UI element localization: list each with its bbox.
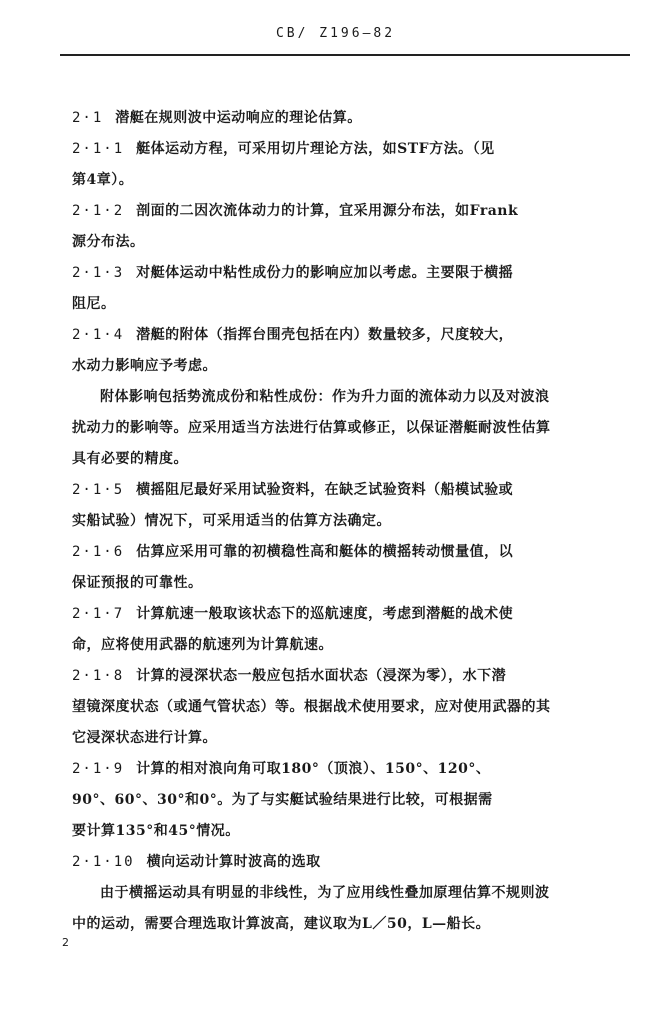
paragraph-line: 中的运动，需要合理选取计算波高，建议取为L／50，L—船长。 — [72, 916, 491, 932]
section-2-1-7 — [72, 599, 637, 661]
section-2-1 — [72, 103, 637, 134]
section-text-cont: 保证预报的可靠性。 — [72, 575, 203, 591]
section-number: 2·1·4 — [72, 327, 125, 343]
section-text: 横向运动计算时波高的选取 — [146, 854, 321, 870]
paragraph-wave-height — [72, 878, 637, 940]
section-2-1-1 — [72, 134, 637, 165]
section-text-cont: 命，应将使用武器的航速列为计算航速。 — [72, 637, 333, 653]
section-number: 2·1·5 — [72, 482, 125, 498]
section-2-1-8 — [72, 661, 637, 754]
header-rule — [60, 54, 630, 56]
section-text-cont: 要计算135°和45°情况。 — [72, 823, 240, 839]
section-number: 2·1·9 — [72, 761, 125, 777]
section-text: 潜艇的附体（指挥台围壳包括在内）数量较多，尺度较大， — [136, 327, 514, 343]
section-text-cont: 实船试验）情况下，可采用适当的估算方法确定。 — [72, 513, 391, 529]
section-2-1-5 — [72, 475, 637, 537]
section-text: 计算的浸深状态一般应包括水面状态（浸深为零），水下潜 — [136, 668, 507, 684]
section-text-cont: 90°、60°、30°和0°。为了与实艇试验结果进行比较，可根据需 — [72, 792, 493, 808]
document-code: CB/ Z196—82 — [275, 26, 396, 41]
section-text: 估算应采用可靠的初横稳性高和艇体的横摇转动惯量值，以 — [136, 544, 514, 560]
section-2-1-6 — [72, 537, 637, 599]
section-number: 2·1·2 — [72, 203, 125, 219]
paragraph-line: 附体影响包括势流成份和粘性成份：作为升力面的流体动力以及对波浪 — [100, 389, 550, 405]
section-number: 2·1 — [72, 110, 104, 126]
section-text: 艇体运动方程，可采用切片理论方法，如STF方法。（见 — [136, 141, 495, 157]
page-number: 2 — [62, 936, 69, 949]
section-text-cont: 阻尼。 — [72, 296, 116, 312]
section-text: 对艇体运动中粘性成份力的影响应加以考虑。主要限于横摇 — [136, 265, 514, 281]
section-text-cont: 望镜深度状态（或通气管状态）等。根据战术使用要求，应对使用武器的其 — [72, 699, 551, 715]
section-number: 2·1·8 — [72, 668, 125, 684]
section-number: 2·1·6 — [72, 544, 125, 560]
section-text-cont: 第4章）。 — [72, 172, 134, 188]
section-text-cont: 源分布法。 — [72, 234, 145, 250]
paragraph-line: 由于横摇运动具有明显的非线性，为了应用线性叠加原理估算不规则波 — [100, 885, 550, 901]
section-text-cont: 水动力影响应予考虑。 — [72, 358, 217, 374]
section-text-cont: 它浸深状态进行计算。 — [72, 730, 217, 746]
paragraph-line: 扰动力的影响等。应采用适当方法进行估算或修正，以保证潜艇耐波性估算 — [72, 420, 551, 436]
section-number: 2·1·1 — [72, 141, 125, 157]
section-number: 2·1·3 — [72, 265, 125, 281]
section-2-1-9 — [72, 754, 637, 847]
section-2-1-10 — [72, 847, 637, 878]
section-number: 2·1·7 — [72, 606, 125, 622]
section-number: 2·1·10 — [72, 854, 135, 870]
section-2-1-2 — [72, 196, 637, 227]
paragraph-appendage — [72, 382, 637, 475]
section-text: 计算航速一般取该状态下的巡航速度，考虑到潜艇的战术使 — [136, 606, 514, 622]
section-text: 计算的相对浪向角可取180°（顶浪）、150°、120°、 — [136, 761, 491, 777]
section-2-1-3 — [72, 258, 637, 289]
section-text: 剖面的二因次流体动力的计算，宜采用源分布法，如Frank — [136, 203, 519, 219]
section-2-1-4 — [72, 320, 637, 351]
paragraph-line: 具有必要的精度。 — [72, 451, 188, 467]
section-text: 潜艇在规则波中运动响应的理论估算。 — [115, 110, 362, 126]
section-text: 横摇阻尼最好采用试验资料，在缺乏试验资料（船模试验或 — [136, 482, 514, 498]
